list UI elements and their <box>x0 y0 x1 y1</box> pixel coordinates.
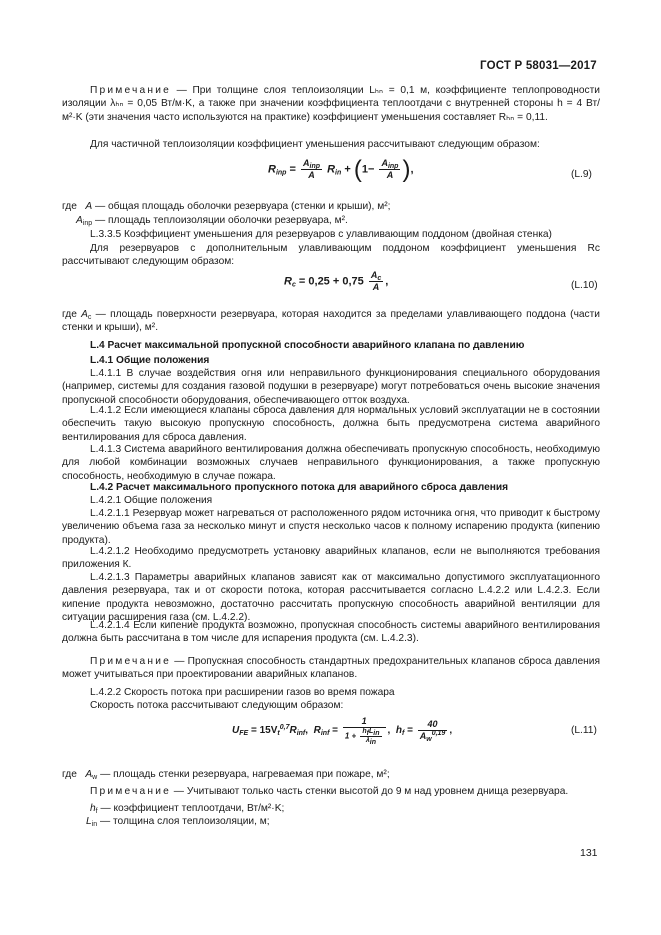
standard-header: ГОСТ Р 58031—2017 <box>480 60 597 72</box>
formula-l9-fraction-2: $\frac{A_{inp}}{A}$ <box>381 158 399 180</box>
heading-l42: L.4.2 Расчет максимального пропускного потока для аварийного сброса давления <box>90 482 509 493</box>
formula-l10: $R_c = 0,25 + 0,75$ $\frac{A_c}{A}$ , <box>284 270 389 292</box>
note-1-text: — При толщине слоя теплоизоляции Lₕₙ = 0,1 м, коэффициенте теплопроводности изоляции λₕₙ = 0,05 Вт/м·K, а также при значении коэффициента теплоотдачи с внутренней стороны h = 4 Вт/м²·K (эти значения часто используются на практике) коэффициент уменьшения составляет Rₕₙ = 0,11. <box>62 85 600 123</box>
where-2: где $A_c$ — площадь поверхности резервуара, которая находится за пределами улавливающего поддона (части стенки и крыши), м². <box>62 309 600 334</box>
formula-l11-fraction-h: $\frac{40}{A_w^{0,19}}$ <box>419 719 446 743</box>
equation-number-l9: (L.9) <box>571 169 592 180</box>
where-4-lin: $L_{in}$ — толщина слоя теплоизоляции, м; <box>86 816 270 828</box>
paragraph-l422: L.4.2.2 Скорость потока при расширении газов во время пожара <box>90 687 395 698</box>
where-4-hf: $h_f$ — коэффициент теплоотдачи, Вт/м²·K; <box>90 803 285 815</box>
paragraph-l421: L.4.2.1 Общие положения <box>90 495 213 506</box>
paragraph-l413: L.4.1.3 Система аварийного вентилирования должна обеспечивать пропускную способность, необходимую для любой комбинации возможных случаев неправильного функционирования, а также пропускную способность, необходимую в случае пожара. <box>62 444 600 482</box>
equation-number-l11: (L.11) <box>571 725 597 736</box>
heading-l41: L.4.1 Общие положения <box>90 355 210 366</box>
paragraph-flow: Скорость потока рассчитывают следующим образом: <box>90 700 344 711</box>
formula-l9: $R_{inp}$ = $\frac{A_{inp}}{A}$ $R_{in} + (1-$ $\frac{A_{inp}}{A}$ ), <box>268 155 414 183</box>
paragraph-l412: L.4.1.2 Если имеющиеся клапаны сброса давления для нормальных условий эксплуатации не в состоянии обеспечить такую высокую пропускную способность, должна быть предусмотрена система аварийного вентилирования для сброса давления. <box>62 405 600 443</box>
paragraph-l4211: L.4.2.1.1 Резервуар может нагреваться от расположенного рядом источника огня, что приводит к быстрому увеличению объема газа за несколько минут и спустя несколько часов к полному испарению продукта (кипению продукта). <box>62 508 600 546</box>
paragraph-l4214: L.4.2.1.4 Если кипение продукта возможно, пропускная способность системы аварийного вентилирования должна быть рассчитана в том числе для испарения продукта (см. L.4.2.3). <box>62 620 600 645</box>
paragraph-partial-insulation: Для частичной теплоизоляции коэффициент уменьшения рассчитывают следующим образом: <box>90 139 540 150</box>
note-3: Примечание — Учитывают только часть стенки высотой до 9 м над уровнем днища резервуара. <box>90 786 569 797</box>
paragraph-l4213: L.4.2.1.3 Параметры аварийных клапанов зависят как от максимально допустимого эксплуатационного давления резервуара, так и от скорости потока, которая рассчитывается согласно L.4.2.2 или L.4.2.3. Если кипение продукта невозможно, достаточно рассчитать пропускную способность аварийной вентиляции для ситуации расширения газа (см. L.4.2.2). <box>62 572 600 624</box>
formula-l11: $U_{FE} = 15V_t^{0,7}R_{inf}$, $R_{inf}$ = 1 1 + $\frac{h_fL_{in}}{\lambda_{in}}$ , $h_f$ = $\frac{40}{A_w^{0,19}}$ , <box>232 716 453 746</box>
formula-l9-fraction-1: $\frac{A_{inp}}{A}$ <box>303 158 321 180</box>
where-1-a: где A — общая площадь оболочки резервуара (стенки и крыши), м²; <box>62 201 391 212</box>
paragraph-rc: Для резервуаров с дополнительным улавливающим поддоном коэффициент уменьшения Rс рассчитывают следующим образом: <box>62 243 600 268</box>
where-3: где $A_w$ — площадь стенки резервуара, нагреваемая при пожаре, м²; <box>62 769 390 781</box>
paragraph-l335: L.3.3.5 Коэффициент уменьшения для резервуаров с улавливающим поддоном (двойная стенка) <box>90 229 552 240</box>
formula-l11-fraction-r: 1 1 + $\frac{h_fL_{in}}{\lambda_{in}}$ <box>343 716 386 745</box>
formula-l9-lhs: R <box>268 163 276 176</box>
equation-number-l10: (L.10) <box>571 280 598 291</box>
paragraph-l4212: L.4.2.1.2 Необходимо предусмотреть установку аварийных клапанов, если не выполняются требования приложения К. <box>62 546 600 571</box>
page-number: 131 <box>580 847 598 859</box>
where-1-ainp: $A_{inp}$ — площадь теплоизоляции оболочки резервуара, м². <box>76 215 348 227</box>
note-1 <box>62 84 600 124</box>
formula-l9-lhs-sub: inp <box>275 169 287 177</box>
note-1-label: Примечание <box>90 85 171 96</box>
heading-l4: L.4 Расчет максимальной пропускной способности аварийного клапана по давлению <box>90 340 525 351</box>
note-2: Примечание — Пропускная способность стандартных предохранительных клапанов сброса давления может учитываться при проектировании аварийных клапанов. <box>62 656 600 681</box>
paragraph-l411: L.4.1.1 В случае воздействия огня или неправильного функционирования специального оборудования (например, системы для создания газовой подушки в резервуаре) могут потребоваться очень высокие значения пропускной способности оборудования, обеспечивающего отток воздуха. <box>62 368 600 406</box>
